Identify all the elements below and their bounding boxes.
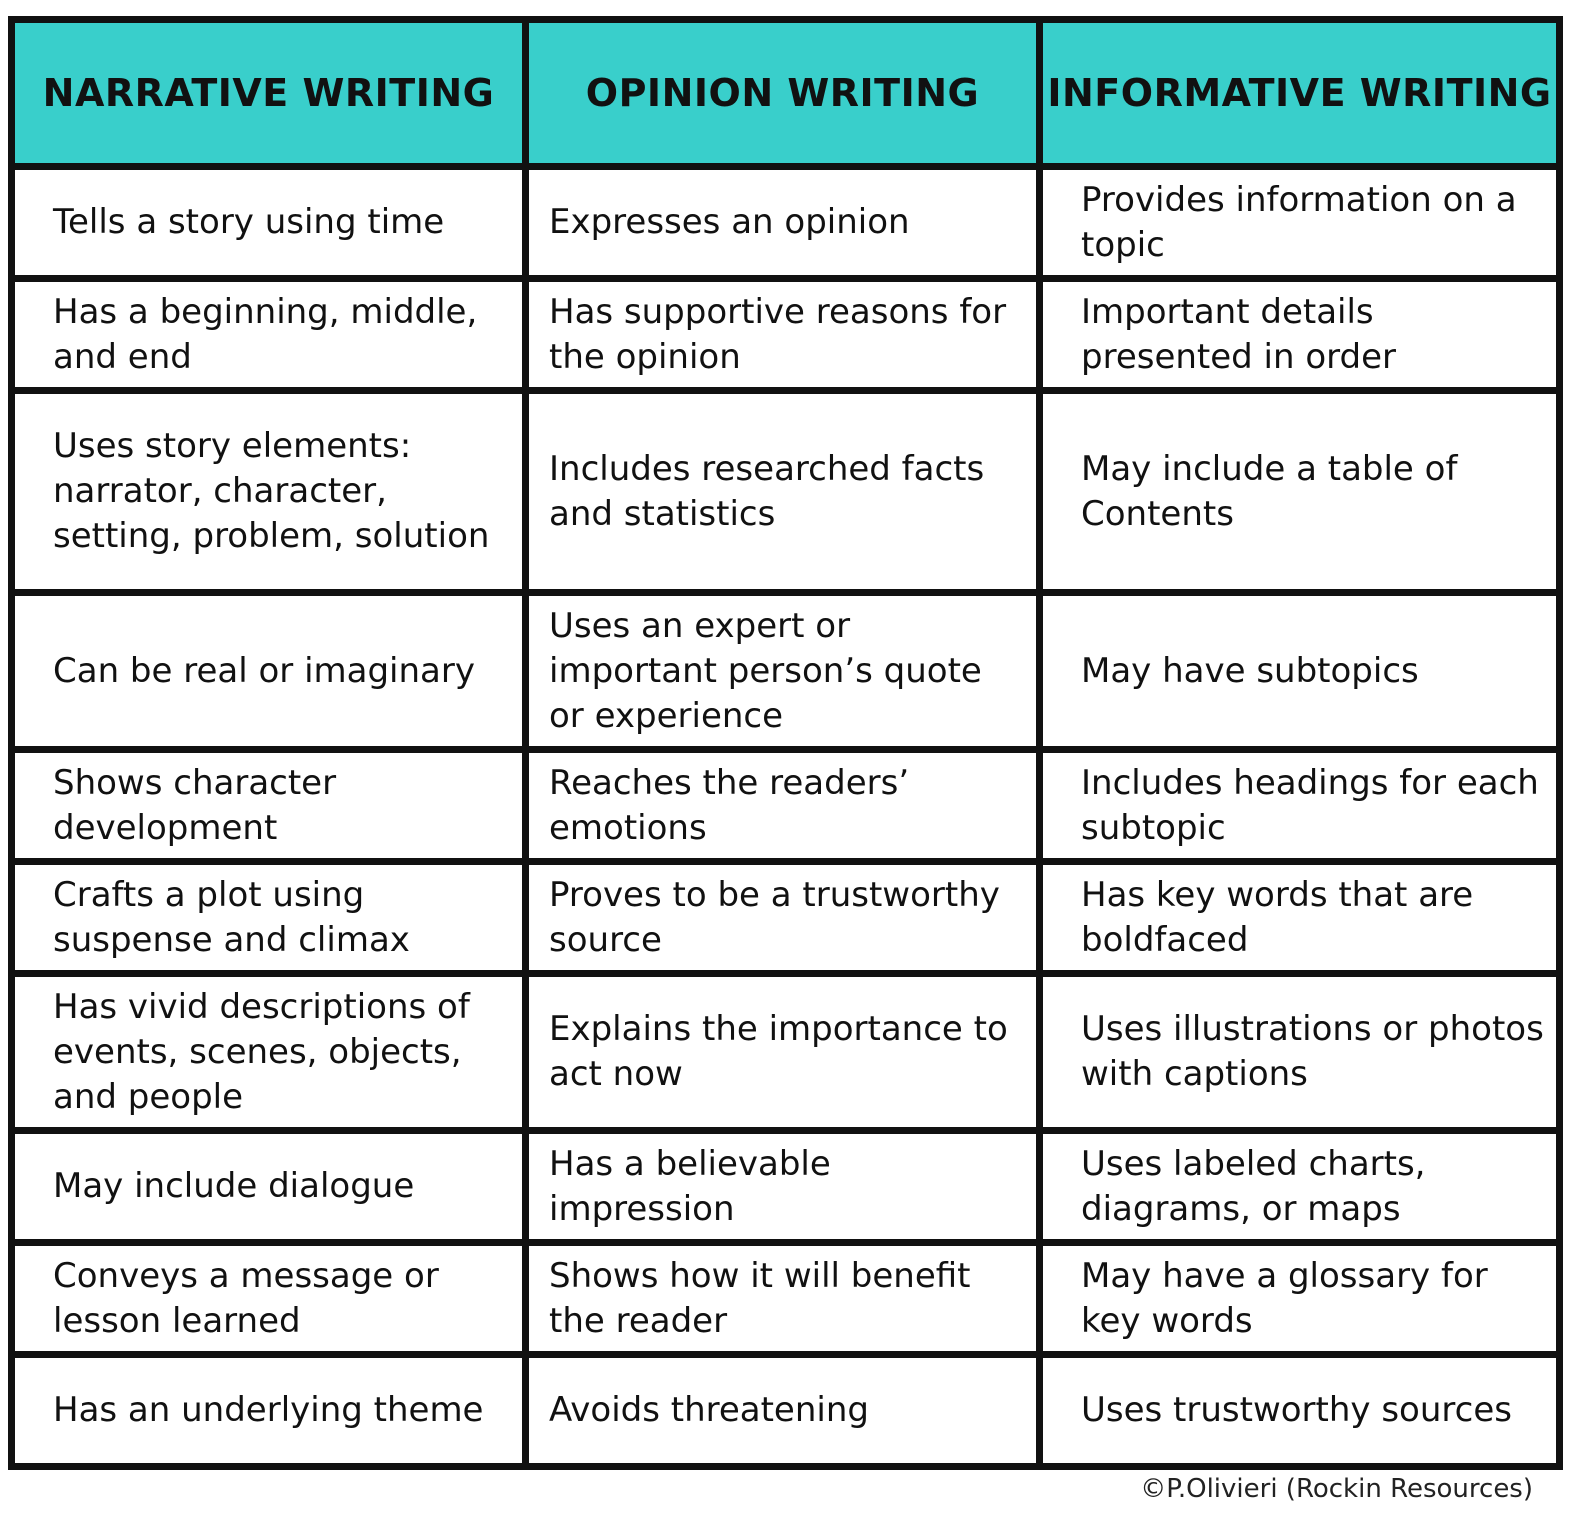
writing-types-table: [8, 16, 1563, 1470]
informative-cell: May include a table of Contents: [1040, 391, 1560, 593]
opinion-cell: Explains the importance to act now: [526, 974, 1040, 1131]
opinion-cell: Has supportive reasons for the opinion: [526, 279, 1040, 391]
informative-cell: May have subtopics: [1040, 593, 1560, 750]
header-informative: INFORMATIVE WRITING: [1040, 20, 1560, 167]
table-row: [12, 1355, 1560, 1467]
informative-cell: Uses trustworthy sources: [1040, 1355, 1560, 1467]
opinion-cell: Includes researched facts and statistics: [526, 391, 1040, 593]
opinion-cell: Shows how it will benefit the reader: [526, 1243, 1040, 1355]
informative-cell: Uses labeled charts, diagrams, or maps: [1040, 1131, 1560, 1243]
table-row: [12, 167, 1560, 279]
narrative-cell: Can be real or imaginary: [12, 593, 526, 750]
table-row: [12, 1243, 1560, 1355]
narrative-cell: Uses story elements: narrator, character, setting, problem, solution: [12, 391, 526, 593]
table-row: [12, 862, 1560, 974]
narrative-cell: May include dialogue: [12, 1131, 526, 1243]
table-row: [12, 974, 1560, 1131]
informative-cell: Uses illustrations or photos with captions: [1040, 974, 1560, 1131]
table-row: [12, 593, 1560, 750]
narrative-cell: Has an underlying theme: [12, 1355, 526, 1467]
table-row: [12, 750, 1560, 862]
narrative-cell: Crafts a plot using suspense and climax: [12, 862, 526, 974]
table-row: [12, 1131, 1560, 1243]
opinion-cell: Reaches the readers’ emotions: [526, 750, 1040, 862]
informative-cell: Important details presented in order: [1040, 279, 1560, 391]
copyright-notice: ©P.Olivieri (Rockin Resources): [1140, 1474, 1533, 1504]
narrative-cell: Conveys a message or lesson learned: [12, 1243, 526, 1355]
header-narrative: NARRATIVE WRITING: [12, 20, 526, 167]
table-row: [12, 279, 1560, 391]
opinion-cell: Avoids threatening: [526, 1355, 1040, 1467]
opinion-cell: Has a believable impression: [526, 1131, 1040, 1243]
table-row: [12, 391, 1560, 593]
header-opinion: OPINION WRITING: [526, 20, 1040, 167]
opinion-cell: Proves to be a trustworthy source: [526, 862, 1040, 974]
informative-cell: Has key words that are boldfaced: [1040, 862, 1560, 974]
informative-cell: Includes headings for each subtopic: [1040, 750, 1560, 862]
header-row: [12, 20, 1560, 167]
narrative-cell: Tells a story using time: [12, 167, 526, 279]
informative-cell: Provides information on a topic: [1040, 167, 1560, 279]
narrative-cell: Shows character development: [12, 750, 526, 862]
opinion-cell: Expresses an opinion: [526, 167, 1040, 279]
opinion-cell: Uses an expert or important person’s quote or experience: [526, 593, 1040, 750]
narrative-cell: Has vivid descriptions of events, scenes, objects, and people: [12, 974, 526, 1131]
narrative-cell: Has a beginning, middle, and end: [12, 279, 526, 391]
informative-cell: May have a glossary for key words: [1040, 1243, 1560, 1355]
